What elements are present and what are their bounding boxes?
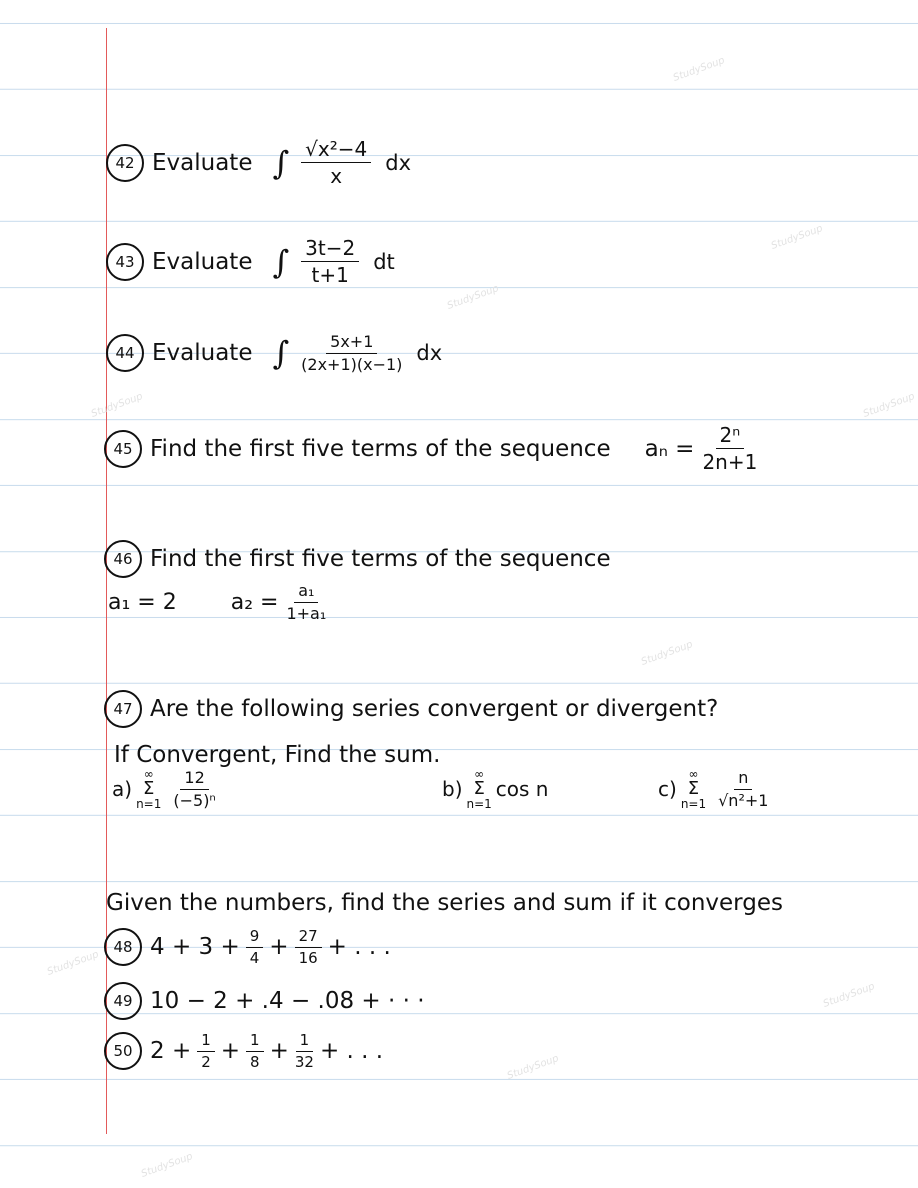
sigma-symbol: Σ	[143, 778, 155, 799]
recurrence-lhs: a₂ =	[230, 589, 279, 615]
problem-44	[106, 333, 442, 373]
denominator: (−5)ⁿ	[173, 790, 216, 810]
problem-45	[104, 424, 765, 473]
problem-number: 47	[104, 690, 142, 728]
problem-number: 44	[106, 334, 144, 372]
sum-upper: ∞	[143, 767, 154, 781]
problem-49	[104, 982, 425, 1020]
differential: dx	[385, 150, 411, 175]
problem-number: 48	[104, 928, 142, 966]
series-expression: 10 − 2 + .4 − .08 + · · ·	[150, 988, 425, 1014]
problem-text: If Convergent, Find the sum.	[114, 742, 441, 768]
problem-label: Evaluate	[152, 248, 253, 275]
sum-lower: n=1	[466, 797, 492, 811]
part-a	[112, 768, 442, 810]
problem-42	[106, 138, 411, 187]
numerator: 9	[246, 928, 264, 948]
problem-46	[104, 540, 611, 578]
watermark: StudySoup	[821, 981, 877, 1010]
sequence-fraction	[702, 424, 757, 473]
watermark: StudySoup	[861, 391, 917, 420]
numerator: 1	[197, 1032, 215, 1052]
numerator: 5x+1	[326, 333, 377, 354]
part-b	[442, 768, 658, 810]
fraction	[197, 1032, 215, 1070]
sum-lower: n=1	[680, 797, 707, 811]
watermark: StudySoup	[139, 1151, 195, 1180]
denominator: 2	[201, 1052, 211, 1071]
watermark: StudySoup	[445, 283, 501, 312]
problem-label: Evaluate	[152, 340, 253, 367]
fraction	[295, 928, 322, 966]
problem-number: 42	[106, 144, 144, 182]
differential: dt	[373, 249, 395, 274]
integrand-fraction	[301, 237, 359, 286]
expression-text: + . . .	[319, 1038, 384, 1064]
denominator: 8	[250, 1052, 260, 1071]
series-expression	[150, 1032, 383, 1070]
expression-text: + . . .	[327, 934, 391, 960]
numerator: 3t−2	[301, 237, 359, 262]
problem-text: Are the following series convergent or divergent?	[150, 696, 719, 722]
denominator: 4	[249, 948, 260, 967]
problem-50	[104, 1032, 383, 1070]
problem-46-definition	[108, 582, 334, 622]
part-label: a)	[112, 777, 133, 801]
sequence-lhs: aₙ =	[644, 435, 695, 462]
expression-text: +	[220, 1038, 241, 1064]
integral-sign: ∫	[272, 334, 290, 373]
integrand-fraction	[301, 138, 371, 187]
denominator: √n²+1	[718, 790, 769, 810]
fraction	[246, 1032, 264, 1070]
numerator: √x²−4	[301, 138, 371, 163]
denominator: x	[330, 164, 343, 188]
denominator: 1+a₁	[286, 603, 327, 623]
problem-number: 50	[104, 1032, 142, 1070]
fraction	[246, 928, 264, 966]
expression-text: +	[269, 934, 289, 960]
numerator: 27	[295, 928, 322, 948]
summation	[136, 768, 161, 810]
watermark: StudySoup	[639, 639, 695, 668]
part-label: b)	[442, 777, 463, 801]
part-label: c)	[658, 777, 677, 801]
summation	[681, 768, 706, 810]
recurrence-fraction	[286, 582, 326, 622]
integrand-fraction	[301, 333, 402, 373]
differential: dx	[416, 341, 443, 366]
initial-term: a₁ = 2	[108, 589, 177, 615]
denominator: 32	[294, 1052, 314, 1071]
section-heading: Given the numbers, find the series and sum if it converges	[106, 890, 783, 916]
problem-48	[104, 928, 391, 966]
expression-text: 4 + 3 +	[150, 934, 240, 960]
summation	[467, 768, 492, 810]
problem-47-instruction	[114, 742, 440, 768]
watermark: StudySoup	[45, 949, 101, 978]
sum-lower: n=1	[136, 797, 162, 811]
expression-text: 2 +	[150, 1038, 192, 1064]
watermark: StudySoup	[769, 223, 825, 252]
series-term: cos n	[495, 777, 549, 801]
denominator: 16	[298, 948, 318, 967]
fraction	[295, 1032, 314, 1070]
watermark: StudySoup	[671, 55, 727, 84]
margin-line	[106, 28, 107, 1134]
denominator: (2x+1)(x−1)	[301, 354, 403, 374]
integral-sign: ∫	[272, 242, 290, 281]
series-term	[718, 769, 768, 809]
numerator: 1	[246, 1032, 264, 1052]
problem-number: 43	[106, 243, 144, 281]
integral-sign: ∫	[272, 143, 290, 182]
numerator: n	[734, 769, 752, 790]
problem-47-parts	[112, 768, 776, 810]
watermark: StudySoup	[89, 391, 145, 420]
series-expression	[150, 928, 391, 966]
sigma-symbol: Σ	[687, 778, 700, 799]
sum-upper: ∞	[474, 767, 485, 781]
sum-upper: ∞	[688, 767, 699, 781]
problem-number: 46	[104, 540, 142, 578]
denominator: 2n+1	[702, 450, 758, 474]
expression-text: +	[269, 1038, 289, 1064]
numerator: a₁	[294, 582, 318, 603]
problem-label: Evaluate	[152, 149, 253, 176]
problem-text: Find the first five terms of the sequence	[150, 435, 611, 462]
problem-47	[104, 690, 718, 728]
problem-number: 45	[104, 430, 142, 468]
numerator: 1	[296, 1032, 314, 1052]
series-term	[173, 769, 215, 809]
denominator: t+1	[311, 263, 349, 287]
numerator: 12	[180, 769, 208, 790]
numerator: 2ⁿ	[716, 424, 745, 449]
problem-43	[106, 237, 395, 286]
problem-text: Find the first five terms of the sequence	[150, 546, 611, 572]
sigma-symbol: Σ	[473, 778, 485, 799]
problem-number: 49	[104, 982, 142, 1020]
watermark: StudySoup	[505, 1053, 561, 1082]
part-c	[658, 768, 776, 810]
